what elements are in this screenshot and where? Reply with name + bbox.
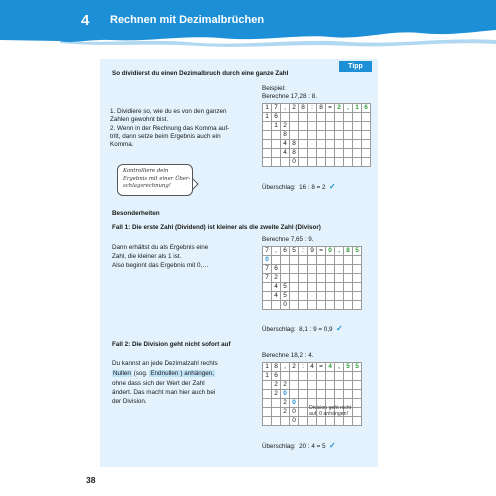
grid-row xyxy=(263,417,362,426)
estimate-value: 16 : 8 = 2 xyxy=(299,184,326,191)
example-label: Beispiel: xyxy=(262,85,286,92)
grid-cell: 5 xyxy=(353,247,362,256)
grid-cell xyxy=(308,417,317,426)
grid-cell xyxy=(317,292,326,301)
grid-cell xyxy=(335,265,344,274)
grid-cell xyxy=(344,283,353,292)
grid-cell xyxy=(272,417,281,426)
grid-cell xyxy=(290,265,299,274)
grid-cell xyxy=(308,283,317,292)
grid-cell xyxy=(362,149,371,158)
case2-text: ohne dass sich der Wert der Zahl xyxy=(112,380,205,387)
grid-cell: : xyxy=(308,104,317,113)
grid-cell: 6 xyxy=(362,104,371,113)
grid-cell: 8 xyxy=(290,140,299,149)
grid-cell: 8 xyxy=(281,131,290,140)
grid-cell xyxy=(353,399,362,408)
grid-cell xyxy=(326,256,335,265)
case2-heading: Fall 2: Die Division geht nicht sofort auf xyxy=(112,341,231,348)
grid-cell: 7 xyxy=(263,265,272,274)
grid-cell xyxy=(299,372,308,381)
grid-cell xyxy=(299,131,308,140)
grid-row xyxy=(263,274,362,283)
estimate-label: Überschlag: xyxy=(262,326,296,333)
division-grid-1 xyxy=(262,103,371,167)
estimate-line xyxy=(262,325,343,334)
grid-cell: = xyxy=(317,247,326,256)
grid-cell xyxy=(353,113,362,122)
grid-cell xyxy=(317,301,326,310)
step-line: tritt, dann setze beim Ergebnis auch ein xyxy=(110,133,221,140)
grid-cell: 1 xyxy=(263,113,272,122)
grid-cell xyxy=(317,390,326,399)
grid-cell: 8 xyxy=(344,247,353,256)
grid-cell xyxy=(344,292,353,301)
grid-cell xyxy=(290,122,299,131)
grid-cell xyxy=(281,265,290,274)
grid-cell xyxy=(290,381,299,390)
check-icon: ✓ xyxy=(329,441,336,450)
check-icon: ✓ xyxy=(336,324,343,333)
grid-cell xyxy=(326,149,335,158)
grid-cell: 1 xyxy=(263,363,272,372)
grid-cell xyxy=(344,131,353,140)
grid-cell xyxy=(299,390,308,399)
grid-row xyxy=(263,381,362,390)
case1-heading: Fall 1: Die erste Zahl (Dividend) ist kleiner als die zweite Zahl (Divisor) xyxy=(112,224,321,231)
grid-cell xyxy=(281,113,290,122)
grid-cell xyxy=(335,274,344,283)
grid-cell xyxy=(272,158,281,167)
grid-cell xyxy=(290,301,299,310)
grid-row xyxy=(263,283,362,292)
case1-text: Also beginnt das Ergebnis mit 0,… xyxy=(112,262,209,269)
grid-cell xyxy=(263,283,272,292)
grid-cell xyxy=(353,140,362,149)
chapter-banner xyxy=(0,0,496,48)
grid-cell xyxy=(299,292,308,301)
grid-cell xyxy=(299,274,308,283)
grid-cell: 4 xyxy=(281,140,290,149)
grid-cell xyxy=(344,149,353,158)
grid-cell: 4 xyxy=(326,363,335,372)
grid-cell xyxy=(353,292,362,301)
grid-cell: 2 xyxy=(272,274,281,283)
grid-cell xyxy=(326,131,335,140)
grid-cell xyxy=(263,131,272,140)
grid-cell: 2 xyxy=(290,363,299,372)
grid-cell xyxy=(362,158,371,167)
grid-cell xyxy=(335,283,344,292)
highlight-endnullen: Endnullen xyxy=(150,370,179,377)
grid-cell: : xyxy=(299,247,308,256)
grid-cell xyxy=(353,131,362,140)
grid-row xyxy=(263,301,362,310)
grid-cell xyxy=(335,390,344,399)
grid-cell xyxy=(362,122,371,131)
grid-cell: , xyxy=(281,363,290,372)
grid-cell xyxy=(353,283,362,292)
grid-cell xyxy=(344,301,353,310)
grid-cell xyxy=(308,301,317,310)
grid-cell: 5 xyxy=(281,283,290,292)
grid-cell: 2 xyxy=(272,390,281,399)
grid-row xyxy=(263,140,371,149)
grid-cell xyxy=(353,149,362,158)
grid-cell xyxy=(317,140,326,149)
grid-cell: 1 xyxy=(263,372,272,381)
grid-cell: = xyxy=(326,104,335,113)
grid-cell: 1 xyxy=(272,122,281,131)
grid-cell xyxy=(317,113,326,122)
grid-cell xyxy=(308,113,317,122)
grid-cell xyxy=(263,140,272,149)
division-grid-2 xyxy=(262,246,362,310)
grid-cell xyxy=(344,158,353,167)
grid-cell: 2 xyxy=(281,381,290,390)
grid-cell xyxy=(362,131,371,140)
grid-cell: 4 xyxy=(308,363,317,372)
grid-cell xyxy=(308,140,317,149)
case1-text: Dann erhältst du als Ergebnis eine xyxy=(112,244,209,251)
grid-cell xyxy=(362,140,371,149)
grid-cell xyxy=(335,417,344,426)
grid-cell xyxy=(290,292,299,301)
grid-cell xyxy=(272,256,281,265)
grid-cell: 7 xyxy=(263,247,272,256)
estimate-value: 8,1 : 9 = 0,9 xyxy=(299,326,333,333)
grid-row xyxy=(263,390,362,399)
grid-cell xyxy=(344,113,353,122)
estimate-line xyxy=(262,183,336,192)
grid-cell xyxy=(272,131,281,140)
step-line: Zahlen gewohnt bist. xyxy=(110,116,169,123)
estimate-label: Überschlag: xyxy=(262,184,296,191)
grid-row xyxy=(263,131,371,140)
grid-cell: : xyxy=(299,363,308,372)
grid-cell xyxy=(308,390,317,399)
grid-cell xyxy=(344,122,353,131)
grid-cell: 1 xyxy=(353,104,362,113)
grid-cell xyxy=(353,256,362,265)
grid-cell xyxy=(353,408,362,417)
grid-cell xyxy=(299,158,308,167)
grid-cell xyxy=(335,149,344,158)
grid-row xyxy=(263,256,362,265)
case2-task: Berechne 18,2 : 4. xyxy=(262,352,314,359)
grid-cell xyxy=(344,274,353,283)
grid-cell xyxy=(299,301,308,310)
grid-cell xyxy=(326,158,335,167)
grid-cell xyxy=(344,381,353,390)
grid-row xyxy=(263,149,371,158)
grid-cell xyxy=(263,158,272,167)
grid-cell xyxy=(353,390,362,399)
grid-cell xyxy=(290,256,299,265)
grid-cell xyxy=(263,301,272,310)
grid-cell xyxy=(326,417,335,426)
grid-cell: 4 xyxy=(281,149,290,158)
grid-cell xyxy=(317,417,326,426)
grid-row xyxy=(263,158,371,167)
grid-cell xyxy=(317,274,326,283)
grid-cell xyxy=(290,390,299,399)
estimate-value: 20 : 4 = 5 xyxy=(299,443,326,450)
grid-cell xyxy=(299,417,308,426)
grid-cell xyxy=(263,399,272,408)
grid-cell: 4 xyxy=(272,292,281,301)
grid-cell: 0 xyxy=(281,390,290,399)
grid-cell: 2 xyxy=(281,399,290,408)
grid-cell: 2 xyxy=(272,381,281,390)
grid-cell xyxy=(344,390,353,399)
grid-cell: , xyxy=(281,104,290,113)
grid-row xyxy=(263,372,362,381)
grid-cell: 6 xyxy=(281,247,290,256)
special-heading: Besonderheiten xyxy=(112,210,160,217)
grid-cell xyxy=(326,140,335,149)
grid-cell xyxy=(326,265,335,274)
grid-cell xyxy=(263,122,272,131)
grid-cell xyxy=(272,408,281,417)
grid-cell xyxy=(335,381,344,390)
grid-cell xyxy=(353,381,362,390)
grid-cell xyxy=(326,274,335,283)
grid-cell xyxy=(308,381,317,390)
grid-cell xyxy=(317,381,326,390)
grid-cell xyxy=(353,301,362,310)
grid-cell xyxy=(335,113,344,122)
estimate-line xyxy=(262,442,336,451)
grid-cell: 0 xyxy=(281,301,290,310)
step-line: 1. Dividiere so, wie du es von den ganzen xyxy=(110,108,227,115)
grid-cell: 5 xyxy=(281,292,290,301)
grid-cell xyxy=(353,417,362,426)
section-heading: So dividierst du einen Dezimalbruch durch eine ganze Zahl xyxy=(112,70,289,77)
grid-cell xyxy=(335,131,344,140)
bubble-text: Kontrolliere dein Ergebnis mit einer Über- schlagsrechnung! xyxy=(123,168,191,189)
grid-row xyxy=(263,247,362,256)
grid-cell xyxy=(335,122,344,131)
grid-cell xyxy=(353,372,362,381)
grid-cell xyxy=(272,399,281,408)
grid-cell xyxy=(290,283,299,292)
case1-task: Berechne 7,65 : 9. xyxy=(262,236,314,243)
grid-cell xyxy=(317,372,326,381)
case2-text: der Division. xyxy=(112,398,147,405)
grid-cell xyxy=(281,417,290,426)
grid-cell: 6 xyxy=(272,372,281,381)
grid-cell xyxy=(263,292,272,301)
grid-cell xyxy=(263,390,272,399)
grid-cell xyxy=(308,122,317,131)
grid-cell xyxy=(299,265,308,274)
grid-row xyxy=(263,292,362,301)
grid-cell xyxy=(317,122,326,131)
grid-cell xyxy=(344,417,353,426)
grid-cell xyxy=(308,292,317,301)
grid-cell xyxy=(326,372,335,381)
grid-cell: 5 xyxy=(344,363,353,372)
grid-cell xyxy=(353,265,362,274)
grid-cell xyxy=(299,283,308,292)
grid-cell xyxy=(308,274,317,283)
grid-cell xyxy=(335,256,344,265)
grid-cell xyxy=(344,140,353,149)
tipp-badge: Tipp xyxy=(339,61,372,72)
grid-cell: 6 xyxy=(272,113,281,122)
grid-cell xyxy=(326,283,335,292)
grid-cell xyxy=(317,149,326,158)
grid-row xyxy=(263,265,362,274)
grid-cell: 2 xyxy=(281,122,290,131)
grid-cell: 0 xyxy=(326,247,335,256)
grid-cell: 0 xyxy=(290,417,299,426)
grid-cell: 6 xyxy=(272,265,281,274)
grid-cell: 8 xyxy=(317,104,326,113)
grid-cell xyxy=(335,140,344,149)
grid-cell xyxy=(308,149,317,158)
case1-text: Zahl, die kleiner als 1 ist. xyxy=(112,253,182,260)
grid-cell: 5 xyxy=(353,363,362,372)
grid-cell xyxy=(263,417,272,426)
grid-cell: , xyxy=(272,247,281,256)
grid-cell xyxy=(308,158,317,167)
grid-cell xyxy=(344,372,353,381)
grid-cell xyxy=(272,140,281,149)
grid-cell: 7 xyxy=(263,274,272,283)
grid-cell: , xyxy=(344,104,353,113)
grid-cell: 0 xyxy=(290,399,299,408)
division-note: Division geht nicht auf, 0 anhängen! xyxy=(309,405,352,418)
grid-cell xyxy=(308,372,317,381)
grid-cell xyxy=(299,122,308,131)
grid-cell xyxy=(344,256,353,265)
grid-cell xyxy=(281,158,290,167)
grid-row xyxy=(263,363,362,372)
grid-cell xyxy=(290,131,299,140)
grid-cell xyxy=(317,256,326,265)
grid-cell xyxy=(290,274,299,283)
grid-cell: 0 xyxy=(290,158,299,167)
check-icon: ✓ xyxy=(329,182,336,191)
grid-cell: 2 xyxy=(281,408,290,417)
grid-cell xyxy=(317,131,326,140)
grid-cell xyxy=(308,256,317,265)
grid-cell xyxy=(335,372,344,381)
grid-cell xyxy=(317,158,326,167)
grid-cell xyxy=(353,122,362,131)
example-task: Berechne 17,28 : 8. xyxy=(262,93,317,100)
grid-cell xyxy=(263,381,272,390)
grid-cell xyxy=(290,372,299,381)
chapter-number: 4 xyxy=(81,12,90,29)
grid-cell xyxy=(263,149,272,158)
grid-cell xyxy=(317,283,326,292)
grid-cell xyxy=(299,113,308,122)
grid-cell xyxy=(326,113,335,122)
estimate-label: Überschlag: xyxy=(262,443,296,450)
grid-cell xyxy=(272,301,281,310)
grid-cell: 7 xyxy=(272,104,281,113)
grid-cell xyxy=(299,381,308,390)
grid-cell xyxy=(308,131,317,140)
grid-cell xyxy=(317,265,326,274)
grid-cell: 2 xyxy=(335,104,344,113)
grid-cell: 5 xyxy=(290,247,299,256)
grid-cell: 0 xyxy=(263,256,272,265)
step-line: Komma. xyxy=(110,141,134,148)
grid-cell xyxy=(281,256,290,265)
grid-cell xyxy=(326,301,335,310)
grid-row xyxy=(263,104,371,113)
grid-cell xyxy=(272,149,281,158)
grid-cell xyxy=(299,399,308,408)
grid-cell xyxy=(353,274,362,283)
step-line: 2. Wenn in der Rechnung das Komma auf- xyxy=(110,125,230,132)
grid-cell: 8 xyxy=(290,149,299,158)
page-number: 38 xyxy=(86,475,96,485)
grid-cell xyxy=(335,292,344,301)
grid-cell xyxy=(299,408,308,417)
grid-row xyxy=(263,122,371,131)
grid-cell: 8 xyxy=(299,104,308,113)
grid-cell: 0 xyxy=(290,408,299,417)
grid-cell xyxy=(281,372,290,381)
case2-text: Du kannst an jede Dezimalzahl rechts xyxy=(112,360,218,367)
case2-text: ändert. Das macht man hier auch bei xyxy=(112,389,216,396)
grid-cell: 2 xyxy=(290,104,299,113)
grid-cell: = xyxy=(317,363,326,372)
grid-cell: 8 xyxy=(272,363,281,372)
grid-cell: , xyxy=(335,363,344,372)
case2-text: Nullen (sog. Endnullen ) anhängen, xyxy=(113,370,214,377)
grid-cell xyxy=(299,256,308,265)
grid-cell xyxy=(308,265,317,274)
grid-cell xyxy=(353,158,362,167)
grid-cell xyxy=(326,292,335,301)
grid-cell xyxy=(344,265,353,274)
grid-cell xyxy=(263,408,272,417)
grid-cell: 9 xyxy=(308,247,317,256)
grid-cell: 4 xyxy=(272,283,281,292)
grid-row xyxy=(263,113,371,122)
grid-cell xyxy=(299,149,308,158)
grid-cell xyxy=(299,140,308,149)
grid-cell xyxy=(290,113,299,122)
grid-cell xyxy=(326,381,335,390)
grid-cell xyxy=(281,274,290,283)
grid-cell xyxy=(326,390,335,399)
grid-cell xyxy=(335,301,344,310)
grid-cell: , xyxy=(335,247,344,256)
highlight-nullen: Nullen xyxy=(113,370,131,377)
highlight-anhaengen: ) anhängen, xyxy=(180,370,214,377)
grid-cell: 1 xyxy=(263,104,272,113)
grid-cell xyxy=(362,113,371,122)
grid-cell xyxy=(335,158,344,167)
grid-cell xyxy=(326,122,335,131)
chapter-title: Rechnen mit Dezimalbrüchen xyxy=(110,14,265,26)
